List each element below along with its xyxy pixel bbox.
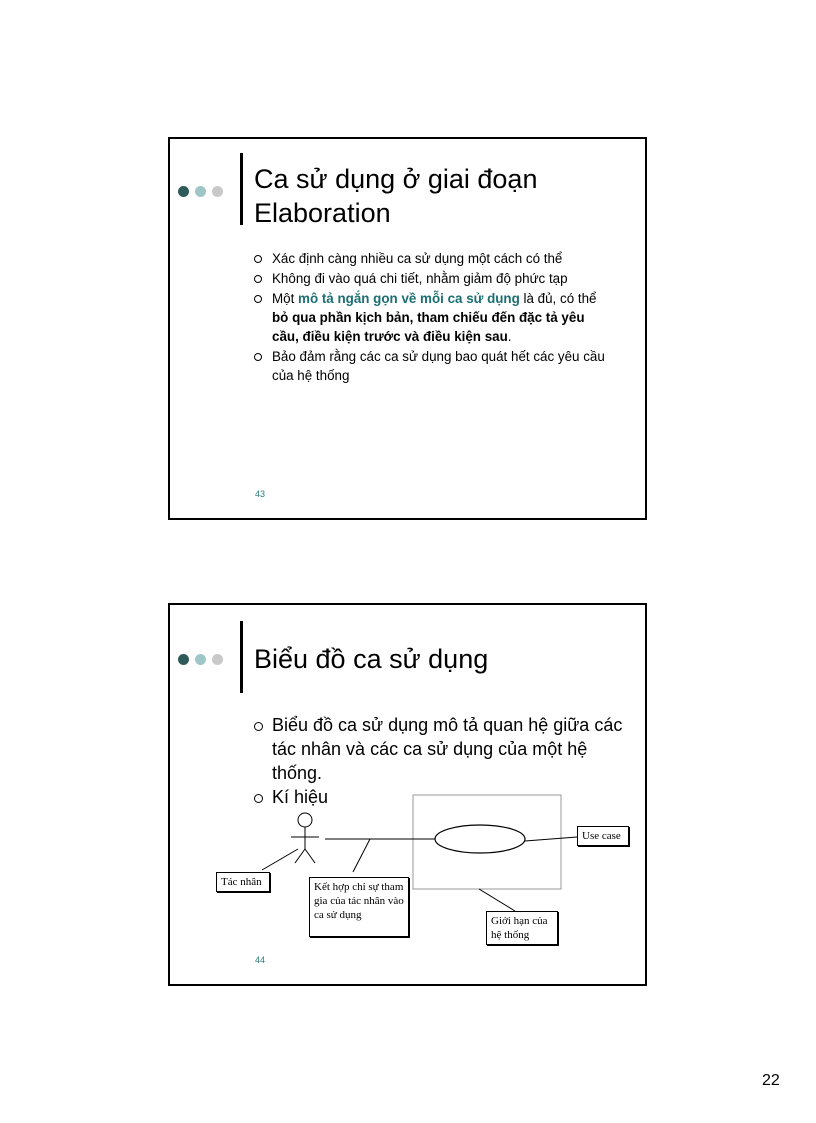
boundary-callout-line <box>479 889 515 911</box>
bullet-text: Kí hiệu <box>272 787 329 807</box>
circle-bullet-icon <box>254 275 262 283</box>
use-case-ellipse <box>435 825 525 853</box>
slide-44 <box>168 603 647 986</box>
list-item <box>254 347 614 385</box>
bullet-list <box>254 249 614 386</box>
slide-43 <box>168 137 647 520</box>
title-dots <box>178 186 223 197</box>
list-item <box>254 249 614 268</box>
circle-bullet-icon <box>254 255 262 263</box>
bullet-text: Xác định càng nhiều ca sử dụng một cách có thể <box>272 251 563 266</box>
list-item <box>254 289 614 346</box>
bullet-text-pre: Một <box>272 291 299 306</box>
slide-number: 43 <box>255 489 266 499</box>
association-callout-line <box>353 839 370 872</box>
circle-bullet-icon <box>254 353 262 361</box>
bullet-text-bold: bỏ qua phần kịch bản, tham chiếu đến đặc tả yêu cầu, điều kiện trước và điều kiện sau <box>272 310 585 344</box>
boundary-note: Giới hạn của hệ thống <box>486 911 558 945</box>
dot-mid-icon <box>195 186 206 197</box>
actor-note: Tác nhân <box>216 872 270 892</box>
list-item <box>254 269 614 288</box>
use-case-note: Use case <box>577 826 629 846</box>
bullet-text-mid: là đủ, có thể <box>519 291 597 306</box>
bullet-text-highlight: mô tả ngắn gọn về mỗi ca sử dụng <box>298 291 520 306</box>
dot-dark-icon <box>178 186 189 197</box>
slide-title: Biểu đồ ca sử dụng <box>254 644 489 674</box>
dot-light-icon <box>212 186 223 197</box>
slide-title <box>254 162 537 230</box>
bullet-text: Không đi vào quá chi tiết, nhằm giảm độ phức tạp <box>272 271 568 286</box>
circle-bullet-icon <box>254 295 262 303</box>
use-case-callout-line <box>525 837 577 841</box>
bullet-text-post: . <box>507 329 512 344</box>
bullet-text: Bảo đảm rằng các ca sử dụng bao quát hết các yêu cầu của hệ thống <box>272 349 605 383</box>
slide-title-line-1: Ca sử dụng ở giai đoạn <box>254 164 538 194</box>
actor-stick-figure-icon <box>291 813 319 863</box>
title-divider <box>240 153 243 225</box>
slide-title-line-2: Elaboration <box>254 198 391 228</box>
association-note: Kết hợp chỉ sự tham gia của tác nhân vào ca sử dụng <box>309 877 409 937</box>
actor-callout-line <box>262 849 298 870</box>
slide-number: 44 <box>255 955 266 965</box>
bullet-text: Biểu đồ ca sử dụng mô tả quan hệ giữa các tác nhân và các ca sử dụng của một hệ thống. <box>272 715 623 783</box>
page-number: 22 <box>762 1072 780 1089</box>
